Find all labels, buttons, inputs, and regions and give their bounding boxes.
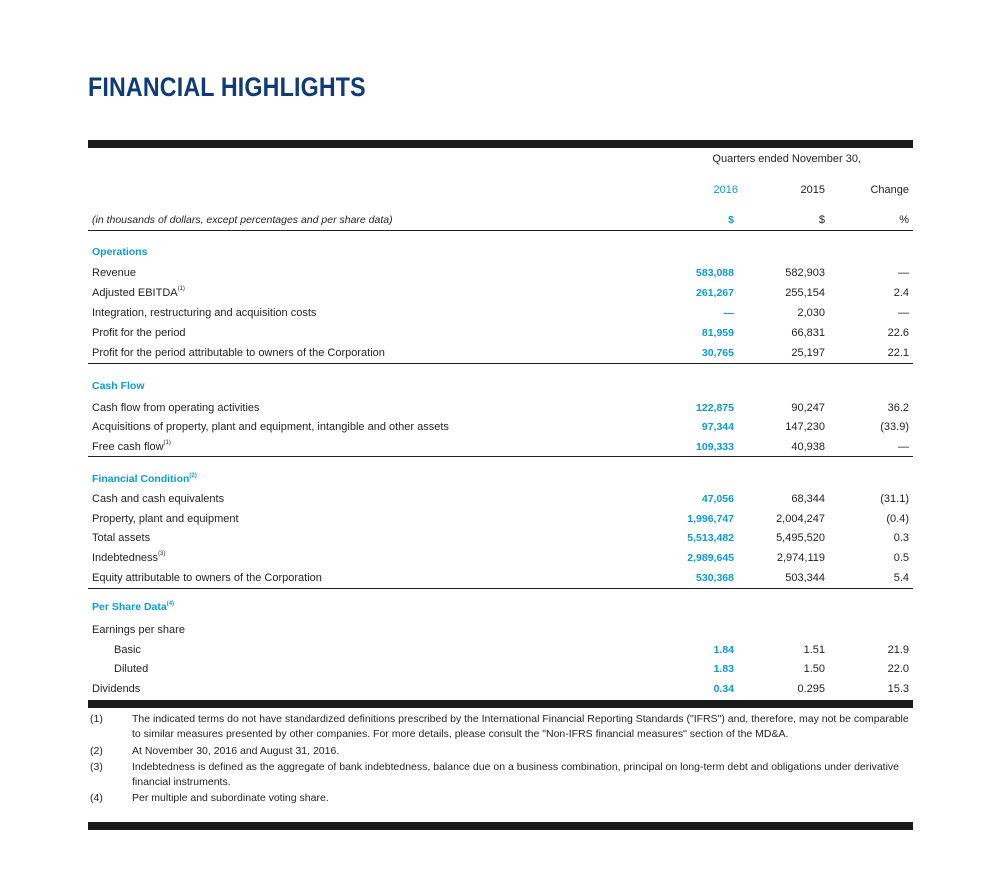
- value-2015: 2,004,247: [776, 513, 825, 525]
- row-label: Adjusted EBITDA$^{(1)}$: [92, 286, 185, 299]
- section-title-operations: Operations: [92, 246, 148, 258]
- row-label: Equity attributable to owners of the Corporation: [92, 572, 322, 584]
- col-header-change: Change: [870, 184, 909, 196]
- value-2016: 2,989,645: [687, 552, 734, 564]
- value-2016: 1,996,747: [687, 513, 734, 525]
- value-2015: 40,938: [791, 441, 825, 453]
- value-2015: 147,230: [785, 421, 825, 433]
- value-2016: 122,875: [696, 402, 734, 414]
- row-label: Basic: [114, 644, 141, 656]
- row-label: Integration, restructuring and acquisition costs: [92, 307, 317, 319]
- value-2016: 1.84: [713, 644, 734, 656]
- row-label: Acquisitions of property, plant and equipment, intangible and other assets: [92, 421, 449, 433]
- row-label: Cash and cash equivalents: [92, 493, 225, 505]
- value-2016: 97,344: [701, 421, 734, 433]
- value-2015: 2,974,119: [776, 552, 825, 564]
- value-change: —: [898, 307, 909, 319]
- value-2016: —: [723, 307, 734, 319]
- value-change: 21.9: [887, 644, 909, 656]
- bottom-bar: [88, 822, 913, 830]
- unit-change: %: [899, 214, 909, 226]
- value-2015: 66,831: [791, 327, 825, 339]
- value-change: 22.0: [887, 663, 909, 675]
- footnote-text: Indebtedness is defined as the aggregate of bank indebtedness, balance due on a business combination, principal on long-term debt and obligations under derivative financial instruments.: [132, 761, 900, 788]
- row-label: Free cash flow$^{(1)}$: [92, 440, 171, 453]
- row-label: Cash flow from operating activities: [92, 402, 260, 414]
- row-label: Indebtedness$^{(3)}$: [92, 551, 166, 564]
- footnote-index: (4): [90, 792, 103, 804]
- row-label: Profit for the period: [92, 327, 186, 339]
- value-2015: 1.50: [803, 663, 825, 675]
- value-2015: 255,154: [785, 287, 825, 299]
- value-change: 36.2: [887, 402, 909, 414]
- header-rule: [88, 230, 913, 231]
- page-title: FINANCIAL HIGHLIGHTS: [88, 72, 366, 102]
- footnote-index: (2): [90, 745, 103, 757]
- value-2015: 503,344: [785, 572, 825, 584]
- value-2016: 261,267: [696, 287, 734, 299]
- section-title-financial-condition: Financial Condition$^{(2)}$: [92, 472, 197, 485]
- value-2015: 1.51: [803, 644, 825, 656]
- value-2016: 109,333: [696, 441, 734, 453]
- section-sup: (4): [166, 600, 175, 607]
- row-label: Revenue: [92, 267, 137, 279]
- financial-condition-rule: [88, 588, 913, 589]
- cash-flow-rule: [88, 456, 913, 457]
- value-change: (0.4): [886, 513, 909, 525]
- value-2015: 582,903: [785, 267, 825, 279]
- value-change: 0.5: [893, 552, 909, 564]
- row-label: Property, plant and equipment: [92, 513, 239, 525]
- value-2016: 81,959: [701, 327, 734, 339]
- top-bar: [88, 140, 913, 148]
- row-label: Total assets: [92, 532, 151, 544]
- value-2015: 0.295: [797, 683, 825, 695]
- value-change: —: [898, 441, 909, 453]
- value-change: (33.9): [880, 421, 909, 433]
- value-2015: 90,247: [791, 402, 825, 414]
- footnote-ref: (1): [177, 286, 185, 293]
- value-2015: 2,030: [797, 307, 825, 319]
- footnote-index: (3): [90, 761, 103, 773]
- value-change: 15.3: [887, 683, 909, 695]
- units-label: (in thousands of dollars, except percentages and per share data): [92, 214, 393, 226]
- value-change: 22.6: [887, 327, 909, 339]
- col-header-2016: 2016: [713, 184, 738, 196]
- middle-bar: [88, 700, 913, 708]
- value-2016: 47,056: [701, 493, 734, 505]
- value-2016: 30,765: [701, 347, 734, 359]
- footnote-ref: (3): [158, 551, 166, 558]
- unit-2016: $: [728, 214, 734, 226]
- footnote-text: Per multiple and subordinate voting share.: [132, 792, 329, 804]
- value-2015: 68,344: [791, 493, 825, 505]
- unit-2015: $: [818, 214, 825, 226]
- footnote-index: (1): [90, 713, 103, 725]
- value-2016: 1.83: [713, 663, 734, 675]
- value-change: (31.1): [880, 493, 909, 505]
- value-2015: 25,197: [791, 347, 825, 359]
- row-label: Profit for the period attributable to owners of the Corporation: [92, 347, 385, 359]
- footnote-text: The indicated terms do not have standardized definitions prescribed by the International Financial Reporting Standards ("IFRS") and, therefore, may not be comparable to similar measures presented by other companies. For more details, please consult the "Non-IFRS financial measures" section of the MD&A.: [132, 713, 909, 740]
- value-change: 2.4: [893, 287, 909, 299]
- eps-label: Earnings per share: [92, 624, 185, 636]
- section-title-per-share: Per Share Data$^{(4)}$: [92, 600, 175, 613]
- value-2016: 530,368: [696, 572, 734, 584]
- operations-rule: [88, 363, 913, 364]
- col-header-2015: 2015: [800, 184, 825, 196]
- value-2015: 5,495,520: [776, 532, 825, 544]
- value-change: 5.4: [893, 572, 909, 584]
- section-title-cash-flow: Cash Flow: [92, 380, 145, 392]
- footnote-ref: (1): [163, 440, 171, 447]
- value-change: 0.3: [893, 532, 909, 544]
- row-label: Diluted: [114, 663, 149, 675]
- footnote-text: At November 30, 2016 and August 31, 2016.: [132, 745, 340, 757]
- value-2016: 583,088: [696, 267, 734, 279]
- section-sup: (2): [189, 472, 197, 479]
- value-2016: 0.34: [713, 683, 734, 695]
- period-header: Quarters ended November 30,: [712, 153, 861, 165]
- value-2016: 5,513,482: [687, 532, 734, 544]
- value-change: 22.1: [887, 347, 909, 359]
- row-label: Dividends: [92, 683, 141, 695]
- value-change: —: [898, 267, 909, 279]
